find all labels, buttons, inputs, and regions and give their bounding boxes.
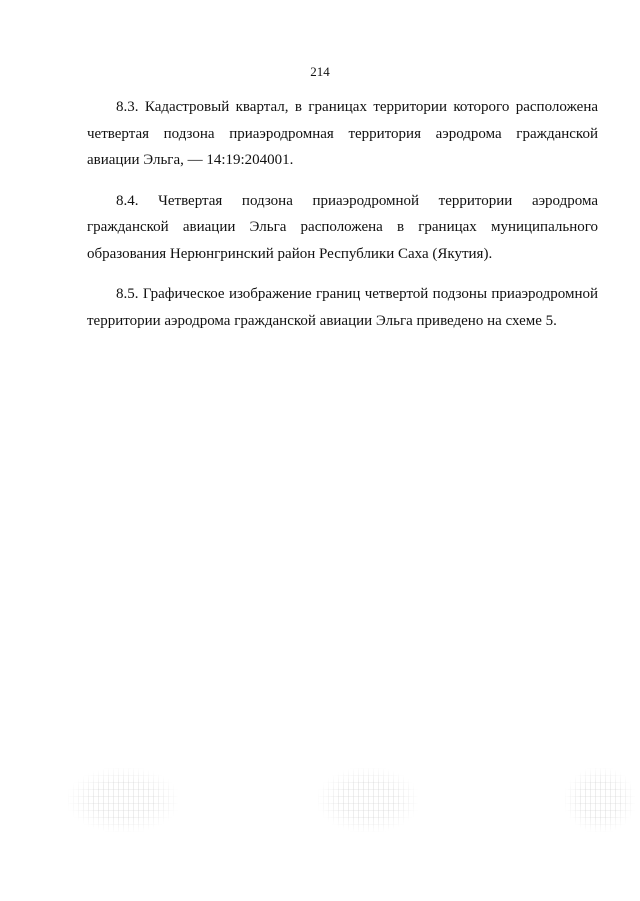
page-number: 214 [310, 64, 330, 79]
paragraph-8-4: 8.4. Четвертая подзона приаэродромной территории аэродрома гражданской авиации Эльга расположена в границах муниципального образования Нерюнгринский район Республики Саха (Якутия). [87, 192, 598, 262]
faint-stamp-mark-right [565, 768, 635, 832]
document-body [87, 94, 598, 348]
paragraph-8-5: 8.5. Графическое изображение границ четвертой подзоны приаэродромной территории аэродрома гражданской авиации Эльга приведено на схеме 5. [87, 286, 598, 329]
faint-stamp-mark-left [68, 768, 178, 832]
paragraph-8-3: 8.3. Кадастровый квартал, в границах территории которого расположена четвертая подзона приаэродромная территория аэродрома гражданской авиации Эльга, — 14:19:204001. [87, 99, 598, 168]
faint-stamp-mark-center [318, 768, 418, 832]
